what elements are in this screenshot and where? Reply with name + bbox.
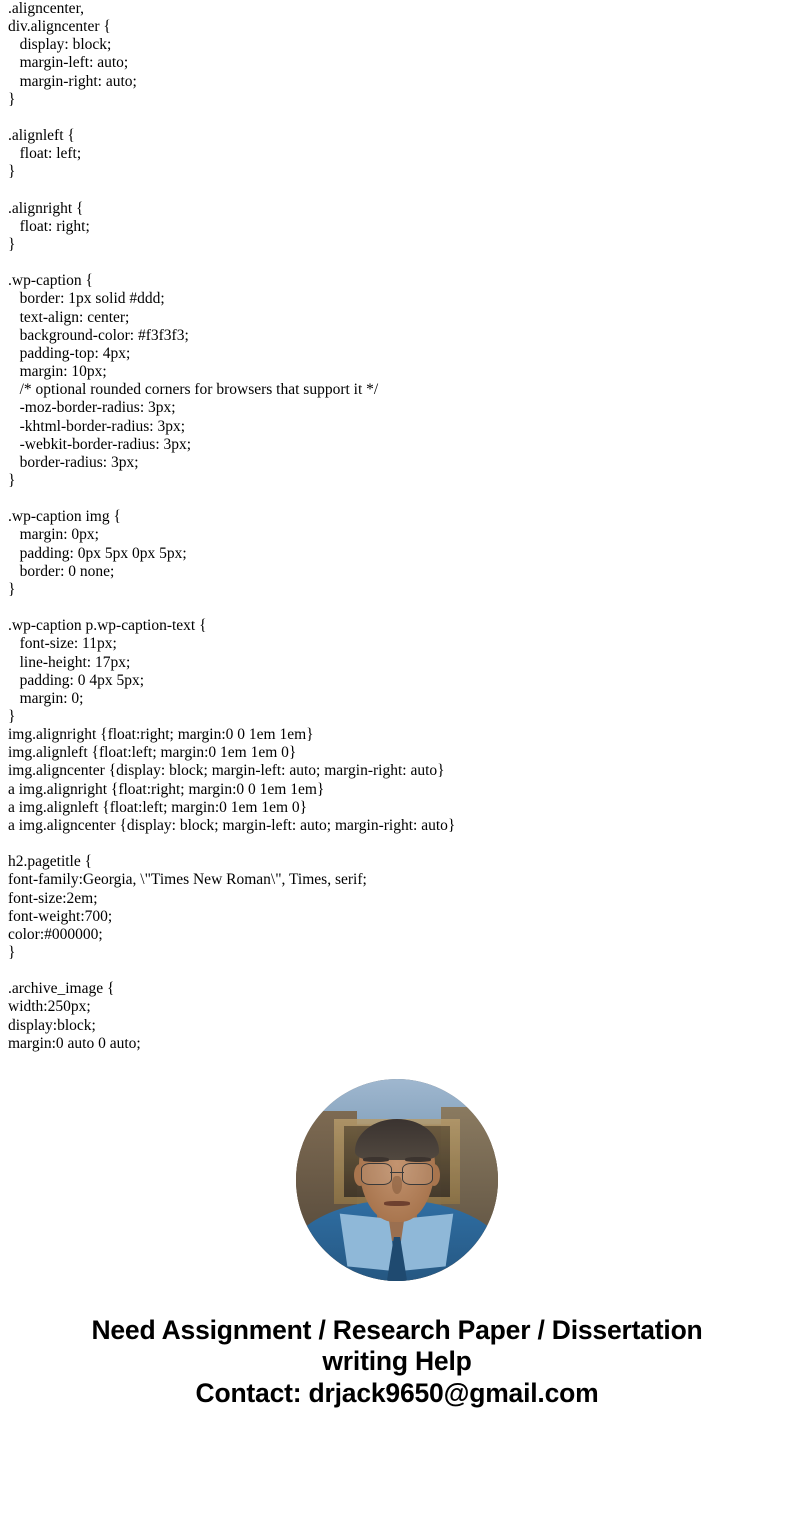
photo-collar-right [397, 1214, 454, 1271]
code-line: display: block; [8, 36, 112, 54]
code-line: display:block; [8, 1016, 96, 1034]
code-line: text-align: center; [8, 308, 130, 326]
code-line: margin-left: auto; [8, 54, 129, 72]
code-line: a img.aligncenter {display: block; margin-left: auto; margin-right: auto} [8, 816, 456, 834]
code-line: padding-top: 4px; [8, 344, 131, 362]
code-line: .aligncenter, [8, 0, 84, 17]
code-line: img.alignright {float:right; margin:0 0 1em 1em} [8, 726, 314, 744]
css-code-listing [8, 0, 786, 1053]
code-line: img.aligncenter {display: block; margin-left: auto; margin-right: auto} [8, 762, 445, 780]
promo-headline-line2: writing Help [322, 1345, 472, 1376]
code-line: } [8, 90, 16, 108]
code-line: padding: 0px 5px 0px 5px; [8, 544, 187, 562]
code-line: .wp-caption { [8, 272, 93, 290]
promo-headline-line1: Need Assignment / Research Paper / Dissertation [91, 1314, 703, 1345]
code-line: a img.alignleft {float:left; margin:0 1em 1em 0} [8, 798, 308, 816]
code-line [8, 599, 786, 617]
code-line: float: left; [8, 145, 82, 163]
code-line: .alignright { [8, 199, 84, 217]
code-line [8, 490, 786, 508]
code-line: border: 0 none; [8, 562, 115, 580]
code-line: font-family:Georgia, \"Times New Roman\", Times, serif; [8, 871, 367, 889]
code-line: img.alignleft {float:left; margin:0 1em 1em 0} [8, 744, 297, 762]
code-line: .alignleft { [8, 127, 75, 145]
code-line: font-size:2em; [8, 889, 98, 907]
code-line: } [8, 580, 16, 598]
code-line: -moz-border-radius: 3px; [8, 399, 176, 417]
promo-contact: Contact: drjack9650@gmail.com [195, 1377, 599, 1408]
code-line: } [8, 163, 16, 181]
code-line: background-color: #f3f3f3; [8, 326, 189, 344]
code-line [8, 182, 786, 200]
code-line: h2.pagetitle { [8, 853, 93, 871]
code-line: float: right; [8, 217, 90, 235]
photo-mouth [384, 1201, 410, 1205]
code-line: line-height: 17px; [8, 653, 131, 671]
code-line: color:#000000; [8, 925, 103, 943]
code-line: font-weight:700; [8, 907, 113, 925]
photo-nose [392, 1176, 402, 1194]
code-line: width:250px; [8, 998, 91, 1016]
code-line: } [8, 472, 16, 490]
photo-eyebrow-left [363, 1157, 389, 1162]
code-line [8, 962, 786, 980]
code-line: } [8, 236, 16, 253]
code-line: border: 1px solid #ddd; [8, 290, 165, 308]
code-line: padding: 0 4px 5px; [8, 671, 145, 689]
code-line: font-size: 11px; [8, 635, 117, 653]
code-line: margin: 0px; [8, 526, 99, 544]
code-line: .archive_image { [8, 980, 115, 998]
avatar [296, 1079, 498, 1281]
code-line: margin: 10px; [8, 363, 107, 381]
code-line: border-radius: 3px; [8, 453, 139, 471]
code-line: } [8, 708, 16, 726]
portrait-container [8, 1079, 786, 1281]
code-line: div.aligncenter { [8, 18, 111, 36]
code-line: a img.alignright {float:right; margin:0 0 1em 1em} [8, 780, 325, 798]
photo-eyebrow-right [405, 1157, 431, 1162]
code-line: -webkit-border-radius: 3px; [8, 435, 192, 453]
code-line: .wp-caption img { [8, 508, 121, 526]
photo-collar-left [340, 1214, 397, 1271]
photo-eyeglass-bridge [390, 1172, 404, 1174]
code-line [8, 109, 786, 127]
code-line: /* optional rounded corners for browsers that support it */ [8, 381, 379, 399]
code-line [8, 254, 786, 272]
photo-eyeglass-right [402, 1163, 433, 1185]
code-line: } [8, 944, 16, 962]
photo-eyeglass-left [361, 1163, 392, 1185]
promo-block [8, 1315, 786, 1409]
code-line: .wp-caption p.wp-caption-text { [8, 617, 207, 635]
code-line: margin: 0; [8, 689, 84, 707]
code-line: margin:0 auto 0 auto; [8, 1034, 141, 1052]
code-line: -khtml-border-radius: 3px; [8, 417, 186, 435]
code-line [8, 835, 786, 853]
code-line: margin-right: auto; [8, 72, 137, 90]
